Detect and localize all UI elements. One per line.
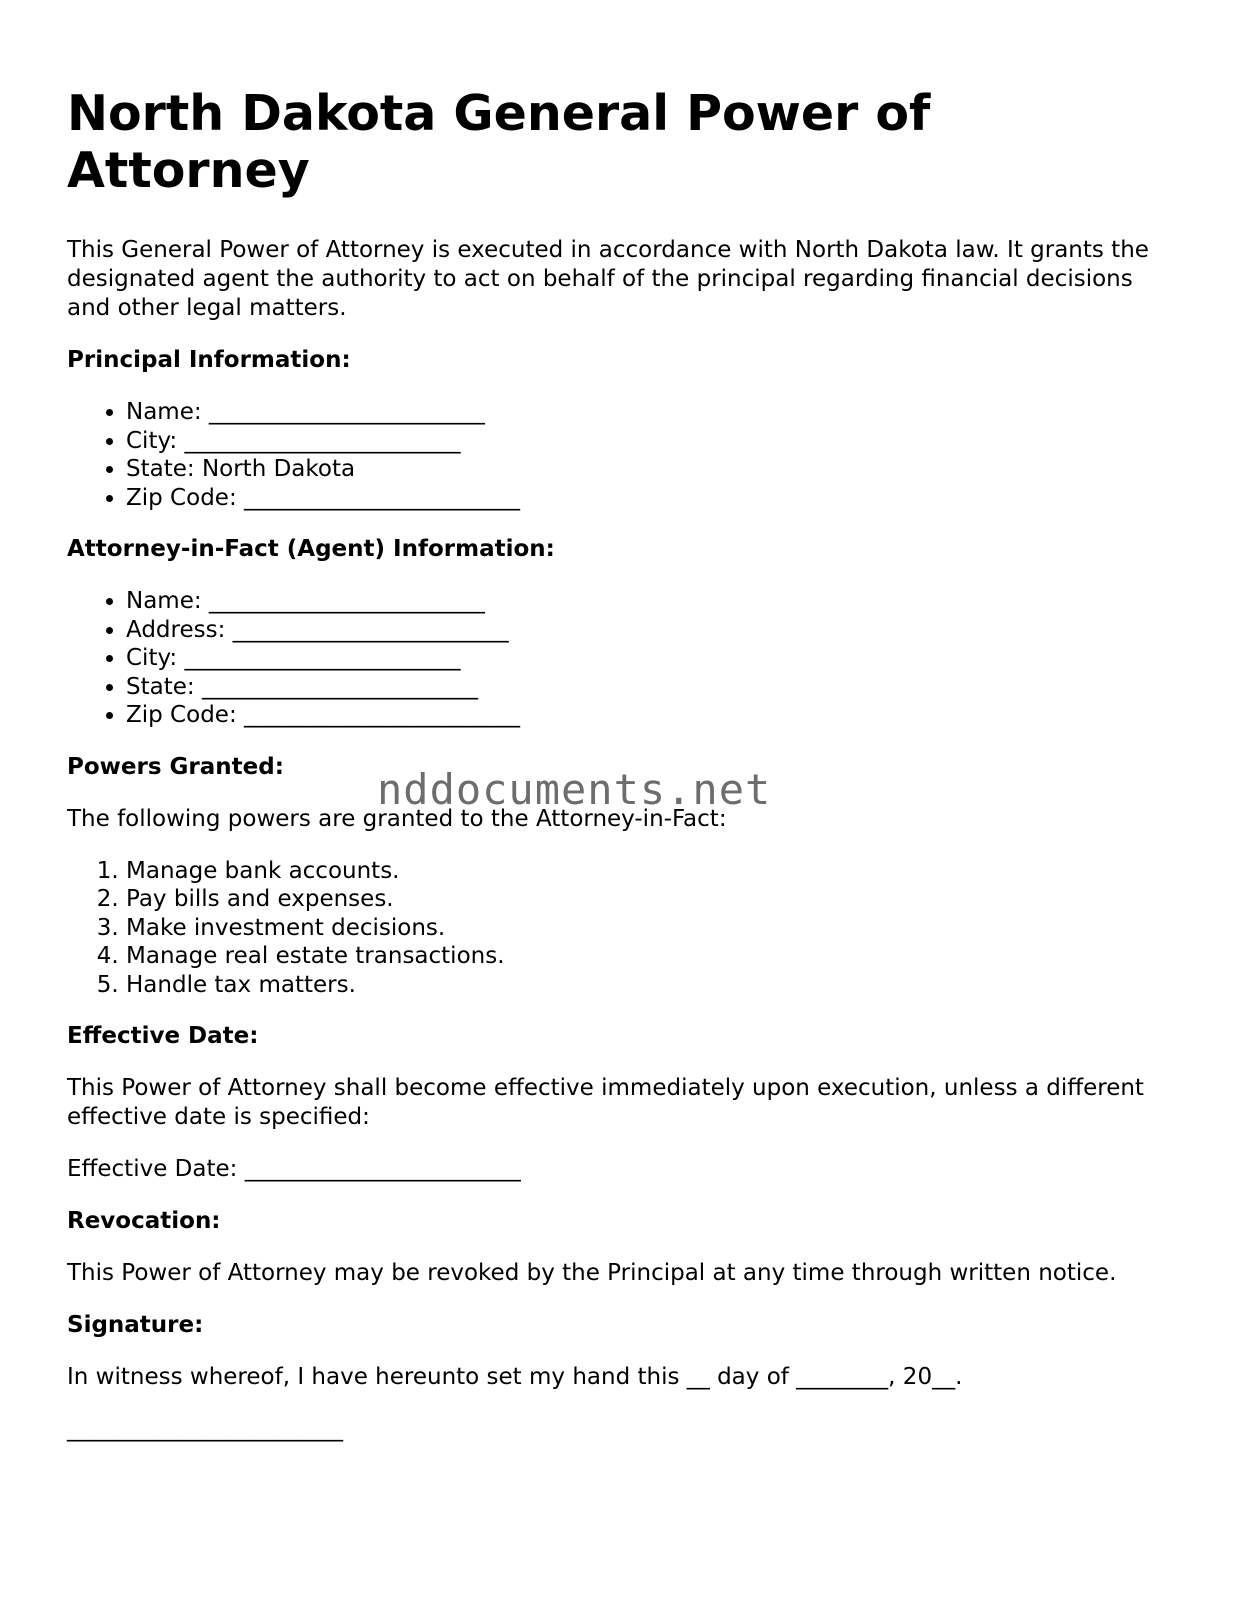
list-item: • Zip Code: ________________________ bbox=[126, 701, 1177, 730]
intro-paragraph: This General Power of Attorney is executed in accordance with North Dakota law. It grants the designated agent the authority to act on behalf of the principal regarding financial decisions and other legal matters. bbox=[67, 237, 1149, 321]
effective-text: This Power of Attorney shall become effective immediately upon execution, unless a different effective date is specified: bbox=[67, 1075, 1144, 1130]
signature-heading: Signature: bbox=[67, 1312, 204, 1338]
page-title: North Dakota General Power of Attorney bbox=[67, 85, 931, 199]
list-item: • City: ________________________ bbox=[126, 427, 1177, 456]
powers-heading: Powers Granted: bbox=[67, 753, 284, 780]
list-item: • Name: ________________________ bbox=[126, 587, 1177, 616]
watermark: nddocuments.net bbox=[377, 765, 772, 814]
powers-list bbox=[67, 857, 1177, 1000]
revocation-heading: Revocation: bbox=[67, 1208, 221, 1234]
list-item: 4. Manage real estate transactions. bbox=[126, 942, 1177, 971]
list-item: 5. Handle tax matters. bbox=[126, 971, 1177, 1000]
effective-date-field: Effective Date: ________________________ bbox=[67, 1156, 521, 1182]
signature-text: In witness whereof, I have hereunto set my hand this __ day of ________, 20__. bbox=[67, 1364, 963, 1390]
list-item: • Address: ________________________ bbox=[126, 616, 1177, 645]
list-item: • State: North Dakota bbox=[126, 455, 1177, 484]
list-item: • State: ________________________ bbox=[126, 673, 1177, 702]
list-item: 3. Make investment decisions. bbox=[126, 914, 1177, 943]
list-item: • Name: ________________________ bbox=[126, 398, 1177, 427]
signature-line: ________________________ bbox=[67, 1416, 343, 1442]
list-item: 2. Pay bills and expenses. bbox=[126, 885, 1177, 914]
agent-heading: Attorney-in-Fact (Agent) Information: bbox=[67, 536, 555, 562]
powers-lead: The following powers are granted to the Attorney-in-Fact: bbox=[67, 805, 727, 832]
list-item: 1. Manage bank accounts. bbox=[126, 857, 1177, 886]
agent-list bbox=[67, 587, 1177, 730]
effective-heading: Effective Date: bbox=[67, 1023, 259, 1049]
revocation-text: This Power of Attorney may be revoked by the Principal at any time through written notice. bbox=[67, 1260, 1117, 1286]
list-item: • City: ________________________ bbox=[126, 644, 1177, 673]
principal-list bbox=[67, 398, 1177, 512]
principal-heading: Principal Information: bbox=[67, 347, 351, 373]
list-item: • Zip Code: ________________________ bbox=[126, 484, 1177, 513]
